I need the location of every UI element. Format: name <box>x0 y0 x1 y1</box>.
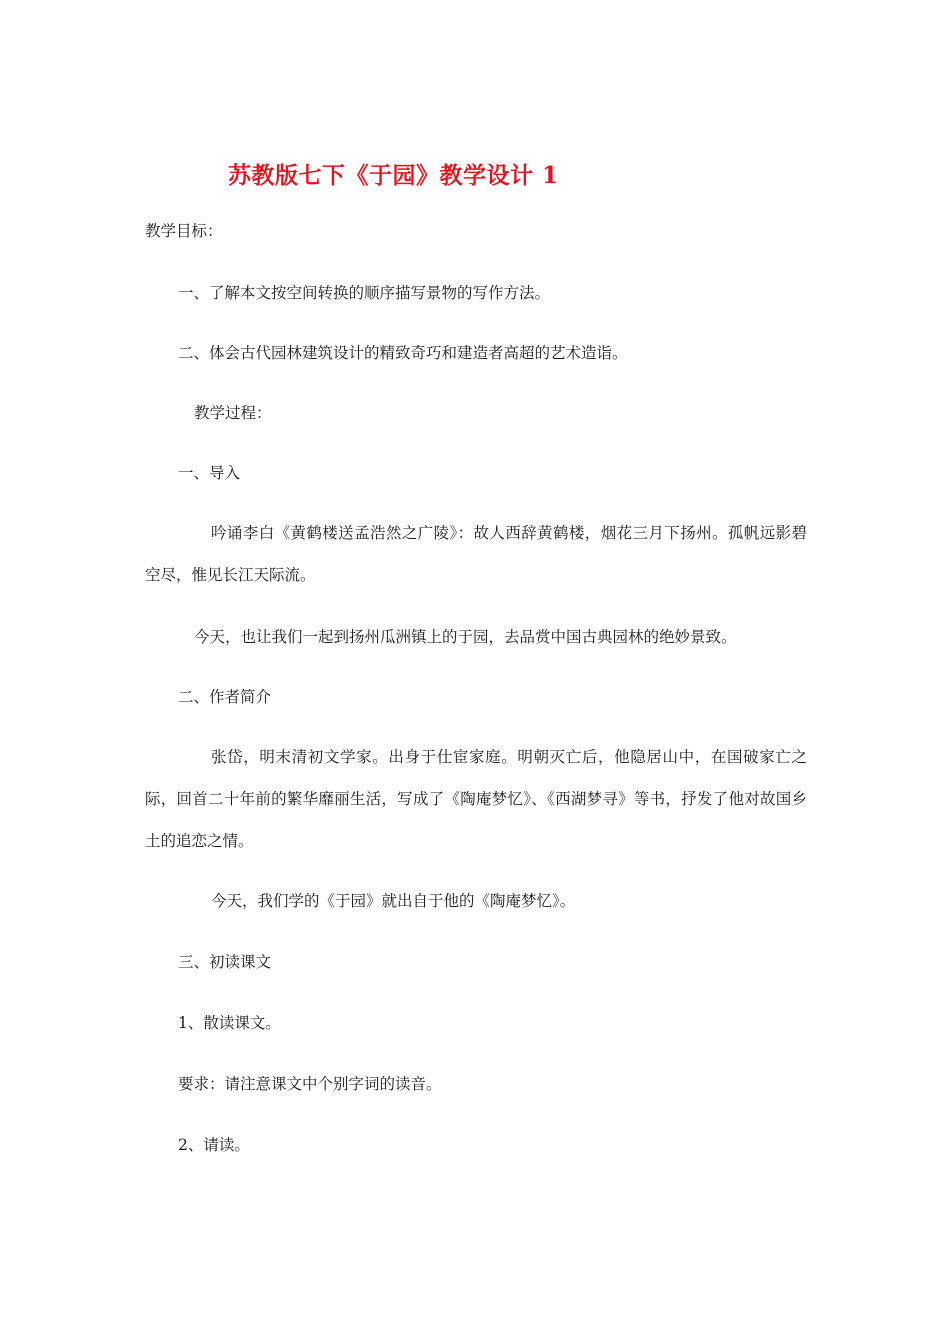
step-heading-author: 二、作者简介 <box>178 688 272 706</box>
section-heading-process: 教学过程： <box>194 404 272 422</box>
goal-item-1: 一、了解本文按空间转换的顺序描写景物的写作方法。 <box>178 284 551 302</box>
document-title: 苏教版七下《于园》教学设计 1 <box>228 162 559 189</box>
author-source-paragraph: 今天，我们学的《于园》就出自于他的《陶庵梦忆》。 <box>211 892 576 910</box>
read-requirement: 要求：请注意课文中个别字词的读音。 <box>178 1075 442 1093</box>
read-item-2: 2、请读。 <box>178 1136 250 1154</box>
step-heading-first-read: 三、初读课文 <box>178 953 272 971</box>
section-heading-goals: 教学目标： <box>145 222 223 240</box>
intro-poem-paragraph: 吟诵李白《黄鹤楼送孟浩然之广陵》：故人西辞黄鹤楼，烟花三月下扬州。孤帆远影碧空尽，惟见长江天际流。 <box>145 524 807 584</box>
goal-item-2: 二、体会古代园林建筑设计的精致奇巧和建造者高超的艺术造诣。 <box>178 344 628 362</box>
step-heading-intro: 一、导入 <box>178 464 241 482</box>
read-item-1: 1、散读课文。 <box>178 1014 281 1032</box>
intro-today-paragraph: 今天，也让我们一起到扬州瓜洲镇上的于园，去品赏中国古典园林的绝妙景致。 <box>194 628 737 646</box>
author-bio-paragraph: 张岱，明末清初文学家。出身于仕宦家庭。明朝灭亡后，他隐居山中，在国破家亡之际，回首二十年前的繁华靡丽生活，写成了《陶庵梦忆》、《西湖梦寻》等书，抒发了他对故国乡土的追恋之情。 <box>145 748 807 850</box>
